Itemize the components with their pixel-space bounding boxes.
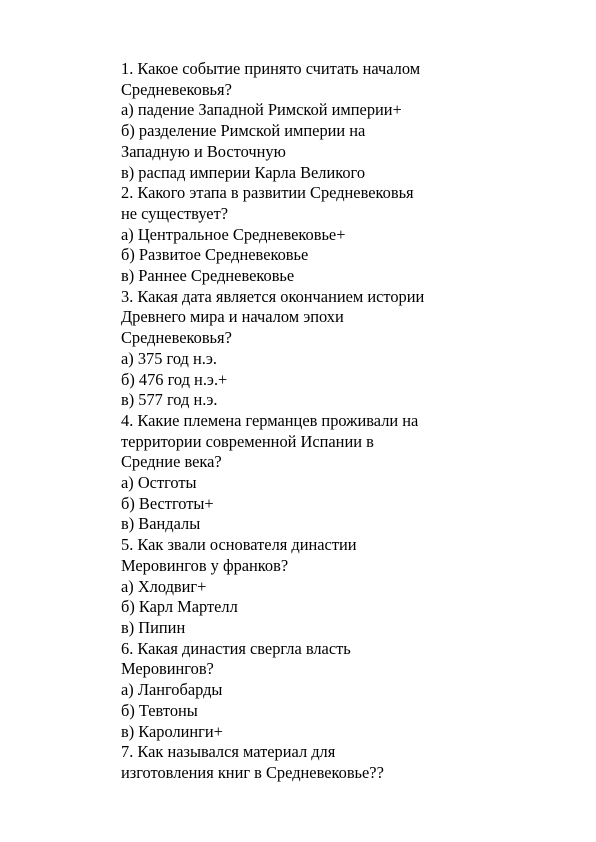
question-3-line-3: Средневековья? bbox=[121, 328, 232, 348]
question-3-line-2: Древнего мира и началом эпохи bbox=[121, 307, 344, 327]
question-2-option-a: а) Центральное Средневековье+ bbox=[121, 224, 346, 244]
question-4-option-c: в) Вандалы bbox=[121, 514, 201, 534]
question-5-line-2: Меровингов у франков? bbox=[121, 555, 289, 575]
question-4-line-3: Средние века? bbox=[121, 452, 222, 472]
question-1-option-c: в) распад империи Карла Великого bbox=[121, 162, 366, 182]
question-2-option-b: б) Развитое Средневековье bbox=[121, 245, 309, 265]
question-5-option-a: а) Хлодвиг+ bbox=[121, 576, 207, 596]
question-2-line-2: не существует? bbox=[121, 203, 229, 223]
question-6-option-a: а) Лангобарды bbox=[121, 680, 223, 700]
question-4-line-1: 4. Какие племена германцев проживали на bbox=[121, 410, 419, 430]
question-5-option-c: в) Пипин bbox=[121, 617, 186, 637]
question-3-option-b: б) 476 год н.э.+ bbox=[121, 369, 228, 389]
question-3-option-a: а) 375 год н.э. bbox=[121, 348, 217, 368]
question-4-option-a: а) Остготы bbox=[121, 473, 197, 493]
question-2-option-c: в) Раннее Средневековье bbox=[121, 266, 295, 286]
question-1-option-b-line-2: Западную и Восточную bbox=[121, 141, 286, 161]
question-1-option-a: а) падение Западной Римской империи+ bbox=[121, 100, 402, 120]
question-6-option-b: б) Тевтоны bbox=[121, 700, 198, 720]
question-1-line-1: 1. Какое событие принято считать началом bbox=[121, 59, 421, 78]
question-5-option-b: б) Карл Мартелл bbox=[121, 597, 238, 617]
question-6-option-c: в) Каролинги+ bbox=[121, 721, 223, 741]
question-4-line-2: территории современной Испании в bbox=[121, 431, 374, 451]
question-1-line-2: Средневековья? bbox=[121, 79, 232, 99]
quiz-text bbox=[121, 59, 521, 784]
question-2-line-1: 2. Какого этапа в развитии Средневековья bbox=[121, 183, 414, 203]
question-7-line-2: изготовления книг в Средневековье?? bbox=[121, 762, 384, 782]
question-3-option-c: в) 577 год н.э. bbox=[121, 390, 218, 410]
question-7-line-1: 7. Как назывался материал для bbox=[121, 742, 336, 762]
question-6-line-2: Меровингов? bbox=[121, 659, 214, 679]
question-4-option-b: б) Вестготы+ bbox=[121, 493, 214, 513]
question-3-line-1: 3. Какая дата является окончанием истории bbox=[121, 286, 425, 306]
question-1-option-b-line-1: б) разделение Римской империи на bbox=[121, 121, 366, 141]
question-5-line-1: 5. Как звали основателя династии bbox=[121, 535, 357, 555]
question-6-line-1: 6. Какая династия свергла власть bbox=[121, 638, 351, 658]
